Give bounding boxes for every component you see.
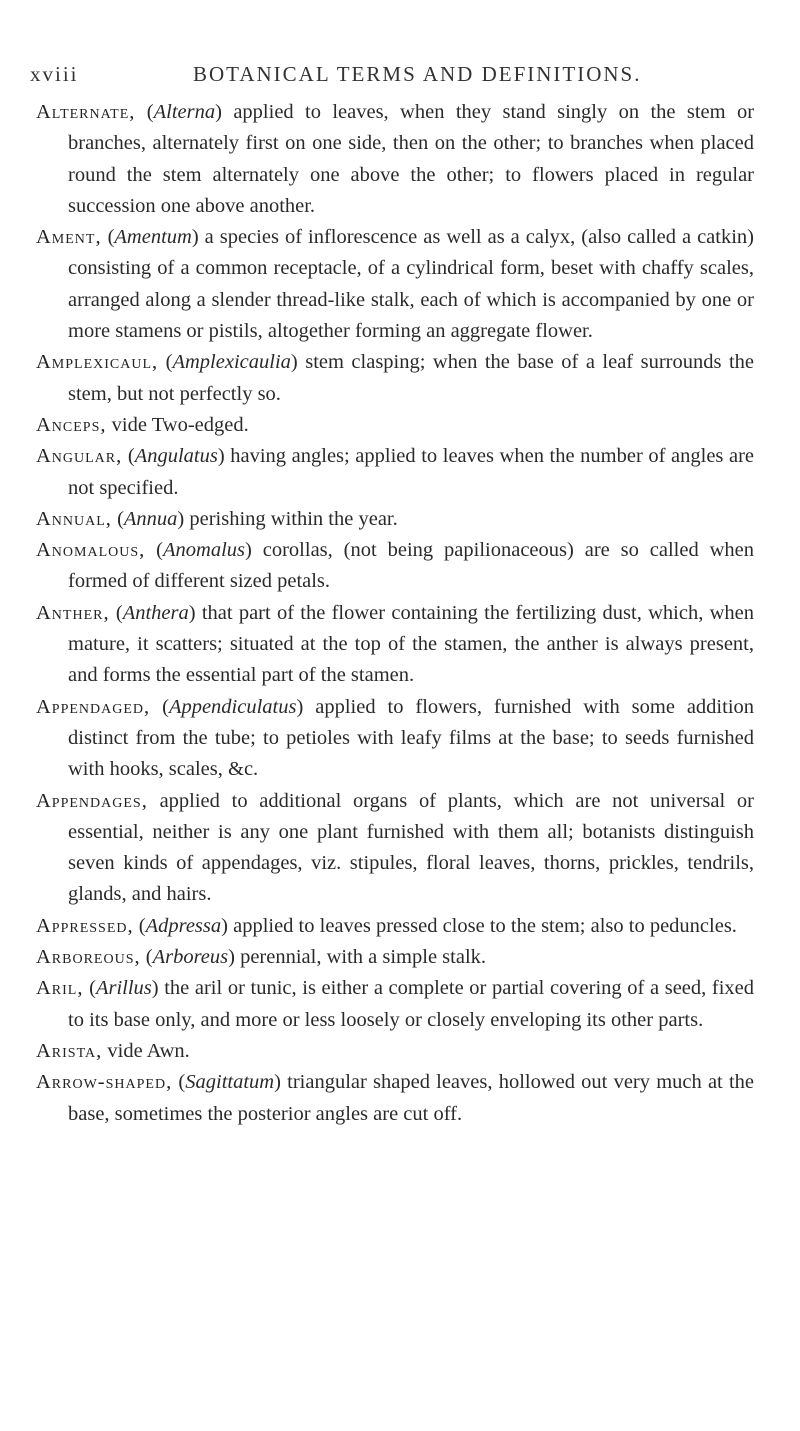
- entry-definition: corollas, (not being papilionaceous) are so called when formed of different sized petals.: [68, 539, 755, 593]
- entry-term: Anomalous,: [36, 539, 146, 562]
- glossary-entry: [36, 1036, 754, 1067]
- glossary-entry: Appressed, (Adpressa) applied to leaves pressed close to the stem; also to peduncles.: [36, 914, 737, 937]
- entry-term: Appendages,: [36, 789, 148, 812]
- entry-latin-name: Arillus: [95, 977, 152, 1000]
- entry-term: Arboreous,: [36, 946, 141, 969]
- entry-latin-name: Alterna: [153, 101, 216, 123]
- entry-definition: vide Awn.: [107, 1039, 190, 1062]
- glossary-entry: Annual, (Annua) perishing within the year.: [36, 507, 398, 530]
- entry-latin-name: Annua: [123, 507, 178, 530]
- glossary-entry: Ament, (Amentum) a species of inflorescence as well as a calyx, (also called a catkin) consisting of a common receptacle, of a cylindrical form, beset with chaffy scales, arranged along a slender thread-like stalk, each of which is accompanied by one or more stamens or pistils, altogether forming an aggregate flower.: [36, 226, 755, 343]
- glossary-entry: [36, 786, 754, 911]
- entry-definition: applied to leaves pressed close to the stem; also to peduncles.: [233, 914, 737, 937]
- glossary-entry: Arrow-shaped, (Sagittatum) triangular shaped leaves, hollowed out very much at the base, sometimes the posterior angles are cut off.: [36, 1071, 754, 1125]
- entry-definition: triangular shaped leaves, hollowed out very much at the base, sometimes the posterior angles are cut off.: [68, 1071, 754, 1125]
- entry-definition: applied to flowers, furnished with some addition distinct from the tube; to petioles with leafy films at the base; to seeds furnished with hooks, scales, &c.: [68, 695, 755, 781]
- glossary-entry: Anomalous, (Anomalus) corollas, (not being papilionaceous) are so called when formed of different sized petals.: [36, 539, 755, 593]
- entry-definition: the aril or tunic, is either a complete or partial covering of a seed, fixed to its base only, and more or less loosely or closely enveloping its other parts.: [68, 977, 755, 1031]
- entry-definition: vide Two-edged.: [111, 413, 249, 436]
- entry-term: Appressed,: [36, 914, 134, 937]
- entry-definition: stem clasping; when the base of a leaf surrounds the stem, but not perfectly so.: [68, 351, 755, 405]
- glossary-entry: Alternate, (Alterna) applied to leaves, when they stand singly on the stem or branches, alternately first on one side, then on the other; to branches when placed round the stem alternately one above the other; to flowers placed in regular succession one above another.: [36, 101, 755, 217]
- glossary-entry: Anther, (Anthera) that part of the flower containing the fertilizing dust, which, when mature, it scatters; situated at the top of the stamen, the anther is always present, and forms the essential part of the stamen.: [36, 601, 754, 687]
- entry-term: Anceps,: [36, 413, 107, 436]
- entry-definition: a species of inflorescence as well as a calyx, (also called a catkin) consisting of a common receptacle, of a cylindrical form, beset with chaffy scales, arranged along a slender thread-like stalk, each of which is accompanied by one or more stamens or pistils, altogether forming an aggregate flower.: [68, 226, 755, 343]
- entry-latin-name: Arboreus: [152, 946, 229, 969]
- page-number: xviii: [30, 62, 79, 86]
- running-head: [30, 62, 770, 92]
- glossary-entry: [36, 410, 754, 441]
- entry-latin-name: Amentum: [114, 226, 192, 249]
- entry-term: Anther,: [36, 601, 110, 624]
- glossary-entry: Aril, (Arillus) the aril or tunic, is either a complete or partial covering of a seed, fixed to its base only, and more or less loosely or closely enveloping its other parts.: [36, 977, 755, 1031]
- entry-latin-name: Amplexicaulia: [172, 351, 291, 374]
- glossary-entry: Appendaged, (Appendiculatus) applied to flowers, furnished with some addition distinct from the tube; to petioles with leafy films at the base; to seeds furnished with hooks, scales, &c.: [36, 695, 755, 781]
- entry-definition: perennial, with a simple stalk.: [240, 946, 487, 969]
- entry-latin-name: Appendiculatus: [168, 695, 297, 718]
- running-title: BOTANICAL TERMS AND DEFINITIONS.: [193, 62, 642, 86]
- entry-term: Arrow-shaped,: [36, 1071, 173, 1094]
- entry-definition: applied to additional organs of plants, which are not universal or essential, neither is any one plant furnished with them all; botanists distinguish seven kinds of appendages, viz. stipules, floral leaves, thorns, prickles, tendrils, glands, and hairs.: [68, 789, 754, 906]
- entry-term: Annual,: [36, 507, 112, 530]
- entry-term: Aril,: [36, 977, 84, 1000]
- entry-term: Alternate,: [36, 101, 136, 123]
- glossary-entry: Arboreous, (Arboreus) perennial, with a simple stalk.: [36, 946, 487, 969]
- entry-latin-name: Sagittatum: [185, 1071, 275, 1094]
- entry-definition: applied to leaves, when they stand singly on the stem or branches, alternately first on one side, then on the other; to branches when placed round the stem alternately one above the other; to flowers placed in regular succession one above another.: [68, 101, 755, 217]
- entry-definition: that part of the flower containing the fertilizing dust, which, when mature, it scatters; situated at the top of the stamen, the anther is always present, and forms the essential part of the stamen.: [68, 601, 754, 687]
- entry-definition: perishing within the year.: [189, 507, 398, 530]
- entry-term: Angular,: [36, 445, 123, 468]
- entry-definition: having angles; applied to leaves when the number of angles are not specified.: [68, 445, 755, 499]
- glossary-entry: Amplexicaul, (Amplexicaulia) stem clasping; when the base of a leaf surrounds the stem, but not perfectly so.: [36, 351, 755, 405]
- entry-term: Amplexicaul,: [36, 351, 159, 374]
- glossary-entry: Angular, (Angulatus) having angles; applied to leaves when the number of angles are not specified.: [36, 445, 755, 499]
- entry-term: Arista,: [36, 1039, 103, 1062]
- entry-latin-name: Anomalus: [163, 539, 246, 562]
- entry-term: Appendaged,: [36, 695, 151, 718]
- entry-latin-name: Adpressa: [145, 914, 222, 937]
- entry-term: Ament,: [36, 226, 102, 249]
- glossary-entries: [36, 97, 754, 1130]
- entry-latin-name: Angulatus: [134, 445, 218, 468]
- entry-latin-name: Anthera: [122, 601, 189, 624]
